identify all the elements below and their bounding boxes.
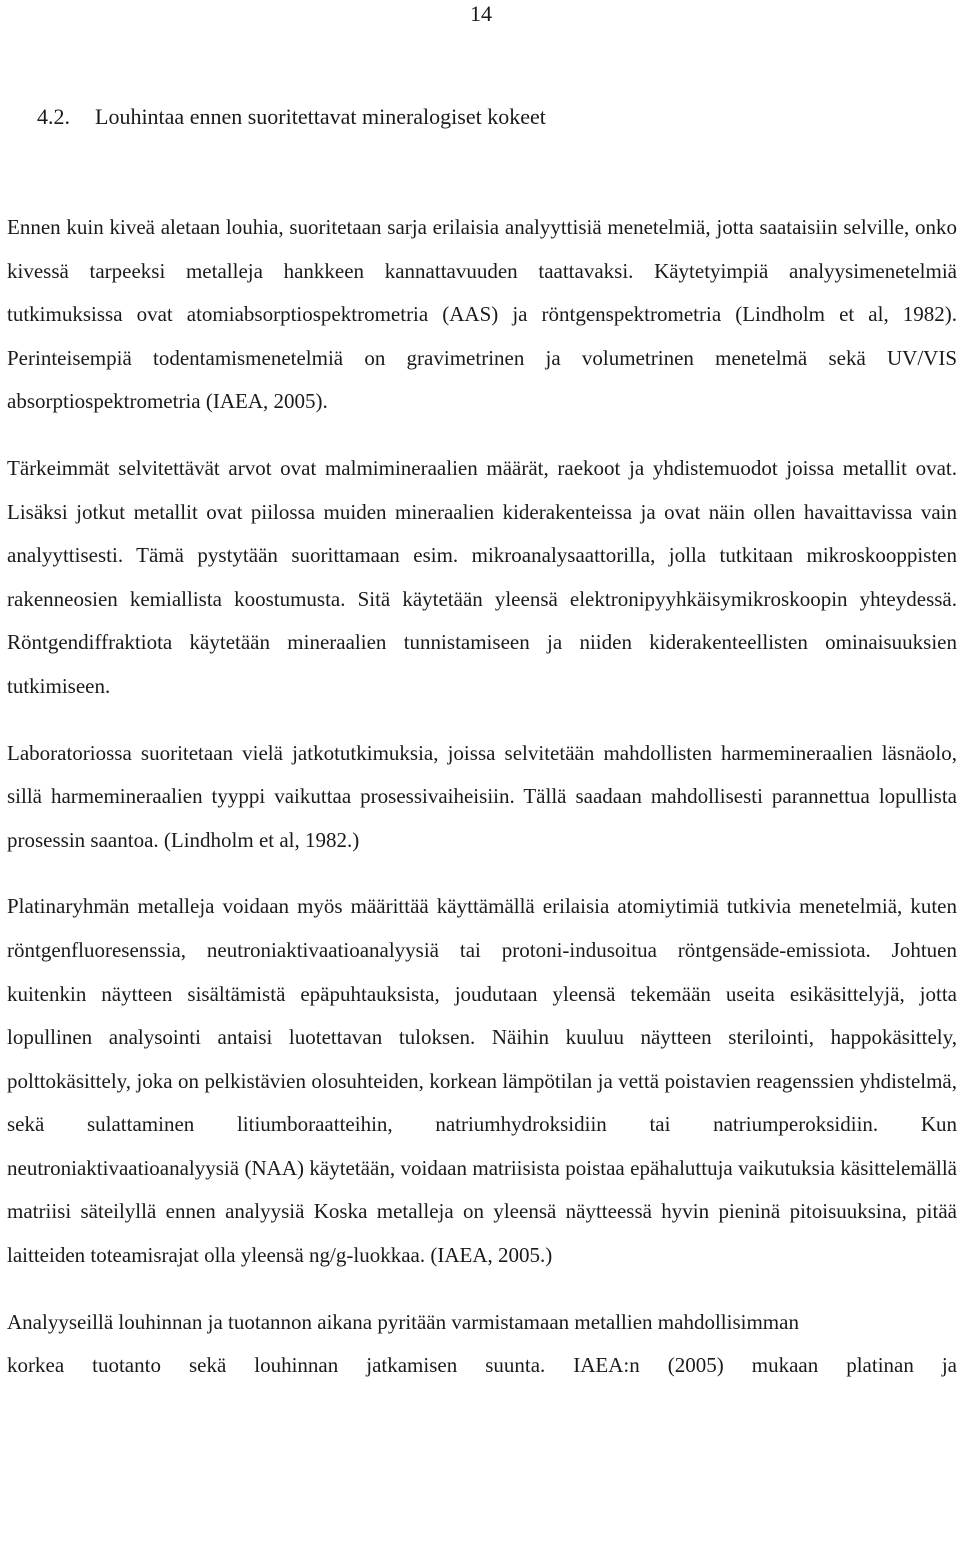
paragraph-production-line-2: korkea tuotanto sekä louhinnan jatkamisen suunta. IAEA:n (2005) mukaan platinan ja: [7, 1353, 957, 1378]
paragraph-key-values: Tärkeimmät selvitettävät arvot ovat malmimineraalien määrät, raekoot ja yhdistemuodot joissa metallit ovat. Lisäksi jotkut metallit ovat piilossa muiden mineraalien kiderakenteissa ja ovat näin ollen havaittavissa vain analyyttisesti. Tämä pystytään suorittamaan esim. mikroanalysaattorilla, jolla tutkitaan mikroskooppisten rakenneosien kemiallista koostumusta. Sitä käytetään yleensä elektronipyyhkäisymikroskoopin yhteydessä. Röntgendiffraktiota käytetään mineraalien tunnistamiseen ja niiden kiderakenteellisten ominaisuuksien tutkimiseen.: [7, 455, 957, 698]
paragraph-production-line-1: Analyyseillä louhinnan ja tuotannon aikana pyritään varmistamaan metallien mahdollisimman: [7, 1309, 799, 1334]
page-number: 14: [470, 1, 492, 26]
paragraph-analysis-methods: Ennen kuin kiveä aletaan louhia, suoritetaan sarja erilaisia analyyttisiä menetelmiä, jotta saataisiin selville, onko kivessä tarpeeksi metalleja hankkeen kannattavuuden taattavaksi. Käytetyimpiä analyysimenetelmiä tutkimuksissa ovat atomiabsorptiospektrometria (AAS) ja röntgenspektrometria (Lindholm et al, 1982). Perinteisempiä todentamismenetelmiä on gravimetrinen ja volumetrinen menetelmä sekä UV/VIS absorptiospektrometria (IAEA, 2005).: [7, 215, 957, 414]
section-number: 4.2.: [37, 104, 70, 129]
paragraph-production: [7, 1301, 957, 1388]
paragraph-laboratory: Laboratoriossa suoritetaan vielä jatkotutkimuksia, joissa selvitetään mahdollisten harmemineraalien läsnäolo, sillä harmemineraalien tyyppi vaikuttaa prosessivaiheisiin. Tällä saadaan mahdollisesti parannettua lopullista prosessin saantoa. (Lindholm et al, 1982.): [7, 740, 957, 852]
paragraph-platinum-group: Platinaryhmän metalleja voidaan myös määrittää käyttämällä erilaisia atomiytimiä tutkivia menetelmiä, kuten röntgenfluoresenssia, neutroniaktivaatioanalyysiä tai protoni-indusoitua röntgensäde-emissiota. Johtuen kuitenkin näytteen sisältämistä epäpuhtauksista, joudutaan yleensä tekemään useita esikäsittelyjä, jotta lopullinen analysointi antaisi luotettavan tuloksen. Näihin kuuluu näytteen sterilointi, happokäsittely, polttokäsittely, joka on pelkistävien olosuhteiden, korkean lämpötilan ja vettä poistavien reagenssien yhdistelmä, sekä sulattaminen litiumboraatteihin, natriumhydroksidiin tai natriumperoksidiin. Kun neutroniaktivaatioanalyysiä (NAA) käytetään, voidaan matriisista poistaa epähaluttuja vaikutuksia käsittelemällä matriisi säteilyllä ennen analyysiä Koska metalleja on yleensä näytteessä hyvin pieninä pitoisuuksina, pitää laitteiden toteamisrajat olla yleensä ng/g-luokkaa. (IAEA, 2005.): [7, 894, 957, 1268]
section-heading: [7, 103, 546, 131]
body-text: [7, 206, 957, 1388]
section-title: Louhintaa ennen suoritettavat mineralogiset kokeet: [95, 104, 546, 129]
